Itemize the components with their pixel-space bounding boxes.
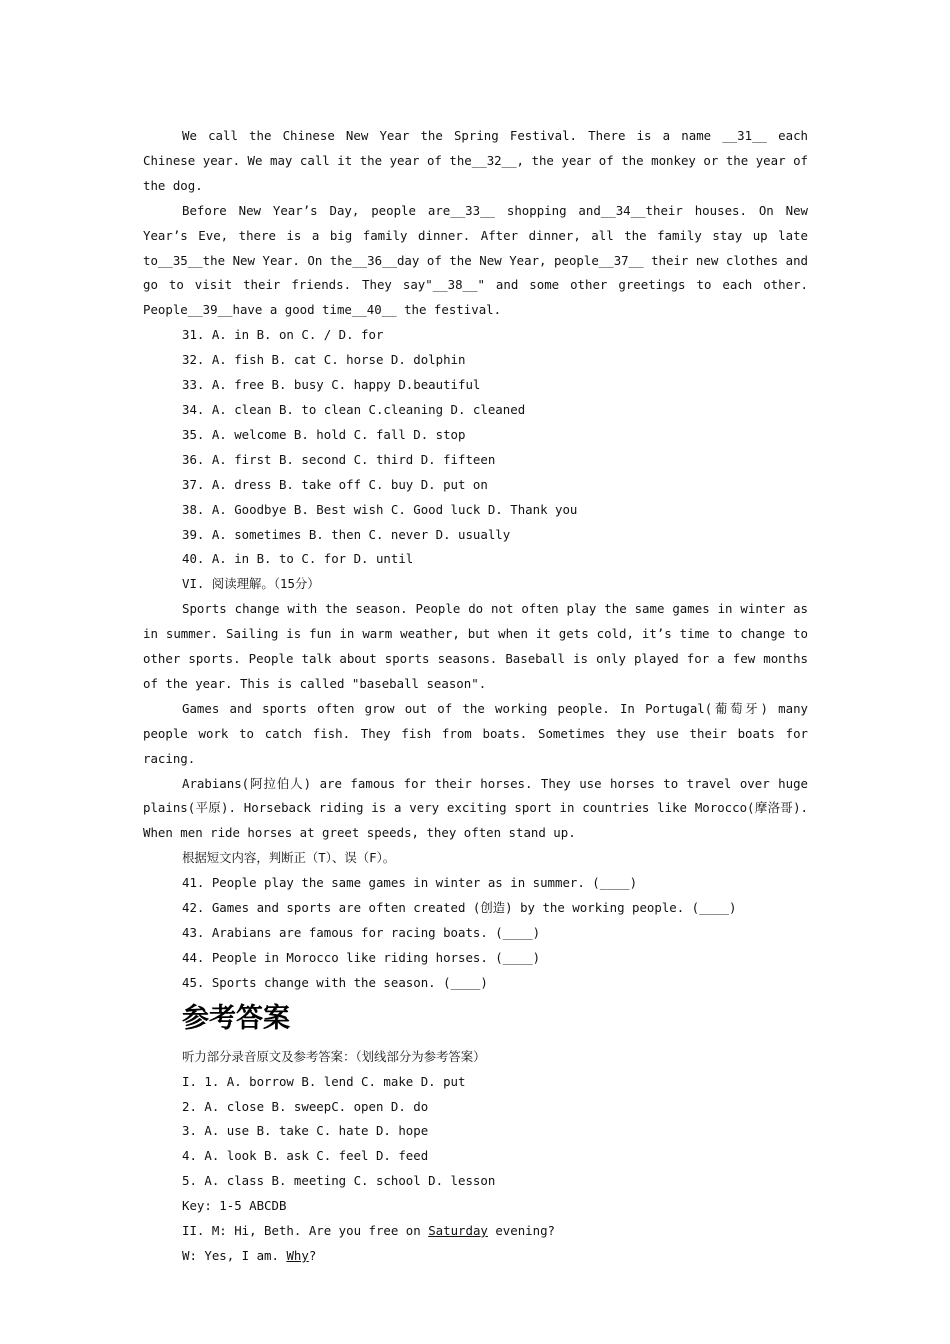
reading-paragraph-1: Sports change with the season. People do not often play the same games in winter as in summer. Sailing is fun in warm weather, but when it gets cold, it’s time to change to other sports. People talk about sports seasons. Baseball is only played for a few months of the year. This is called "baseball season". [143, 601, 808, 691]
document-page [143, 124, 808, 1269]
option-line-39: 39. A. sometimes B. then C. never D. usually [182, 526, 511, 542]
answer-line-4: 4. A. look B. ask C. feel D. feed [182, 1148, 429, 1164]
question-41: 41. People play the same games in winter as in summer. (____) [182, 875, 638, 891]
answer-key-title: 参考答案 [182, 1002, 290, 1034]
answer-intro: 听力部分录音原文及参考答案：（划线部分为参考答案） [182, 1048, 486, 1064]
option-line-34: 34. A. clean B. to clean C.cleaning D. cleaned [182, 401, 526, 417]
option-line-38: 38. A. Goodbye B. Best wish C. Good luck D. Thank you [182, 501, 578, 517]
cloze-paragraph-1: We call the Chinese New Year the Spring Festival. There is a name __31__ each Chinese year. We may call it the year of the__32__, the year of the monkey or the year of the dog. [143, 128, 808, 193]
question-42: 42. Games and sports are often created (创造) by the working people. (____) [182, 900, 737, 916]
answer-key-line: Key: 1-5 ABCDB [182, 1198, 287, 1214]
dialog-line-1 [143, 1219, 808, 1244]
answer-line-3: 3. A. use B. take C. hate D. hope [182, 1123, 429, 1139]
dialog-line-1-before: II. M: Hi, Beth. Are you free on [182, 1223, 429, 1239]
cloze-options [143, 323, 808, 572]
reading-questions [143, 871, 808, 996]
reading-paragraph-2: Games and sports often grow out of the working people. In Portugal(葡萄牙) many people work to catch fish. They fish from boats. Sometimes they use their boats for racing. [143, 700, 808, 766]
underlined-answer-saturday: Saturday [428, 1223, 488, 1239]
answer-line-1: I. 1. A. borrow B. lend C. make D. put [182, 1073, 466, 1089]
reading-instruction: 根据短文内容，判断正（T）、误（F）。 [182, 850, 396, 866]
dialog-line-1-after: evening? [487, 1223, 556, 1239]
option-line-36: 36. A. first B. second C. third D. fifteen [182, 451, 496, 467]
underlined-answer-why: Why [286, 1247, 309, 1263]
option-line-40: 40. A. in B. to C. for D. until [182, 551, 414, 567]
question-44: 44. People in Morocco like riding horses. (____) [182, 949, 541, 965]
cloze-paragraph-2: Before New Year’s Day, people are__33__ shopping and__34__their houses. On New Year’s Eve, there is a big family dinner. After dinner, all the family stay up late to__35__the New Year. On the__36__day of the New Year, people__37__ their new clothes and go to visit their friends. They say"__38__" and some other greetings to each other. People__39__have a good time__40__ the festival. [143, 202, 808, 318]
dialog-line-2-before: W: Yes, I am. [182, 1247, 287, 1263]
answer-line-2: 2. A. close B. sweepC. open D. do [182, 1098, 429, 1114]
question-43: 43. Arabians are famous for racing boats. (____) [182, 925, 541, 940]
dialog-line-2-after: ? [308, 1247, 317, 1263]
option-line-31: 31. A. in B. on C. / D. for [182, 327, 384, 343]
option-line-35: 35. A. welcome B. hold C. fall D. stop [182, 426, 466, 442]
dialog-line-2 [143, 1244, 808, 1269]
answer-line-5: 5. A. class B. meeting C. school D. lesson [182, 1173, 496, 1189]
question-45: 45. Sports change with the season. (____) [182, 974, 488, 990]
reading-paragraph-3: Arabians(阿拉伯人) are famous for their horses. They use horses to travel over huge plains(平原). Horseback riding is a very exciting sport in countries like Morocco(摩洛哥). When men ride horses at greet speeds, they often stand up. [143, 775, 808, 841]
option-line-37: 37. A. dress B. take off C. buy D. put on [182, 476, 488, 492]
reading-section-heading: VI. 阅读理解。（15分） [182, 576, 320, 592]
option-line-32: 32. A. fish B. cat C. horse D. dolphin [182, 352, 466, 368]
option-line-33: 33. A. free B. busy C. happy D.beautiful [182, 377, 481, 393]
